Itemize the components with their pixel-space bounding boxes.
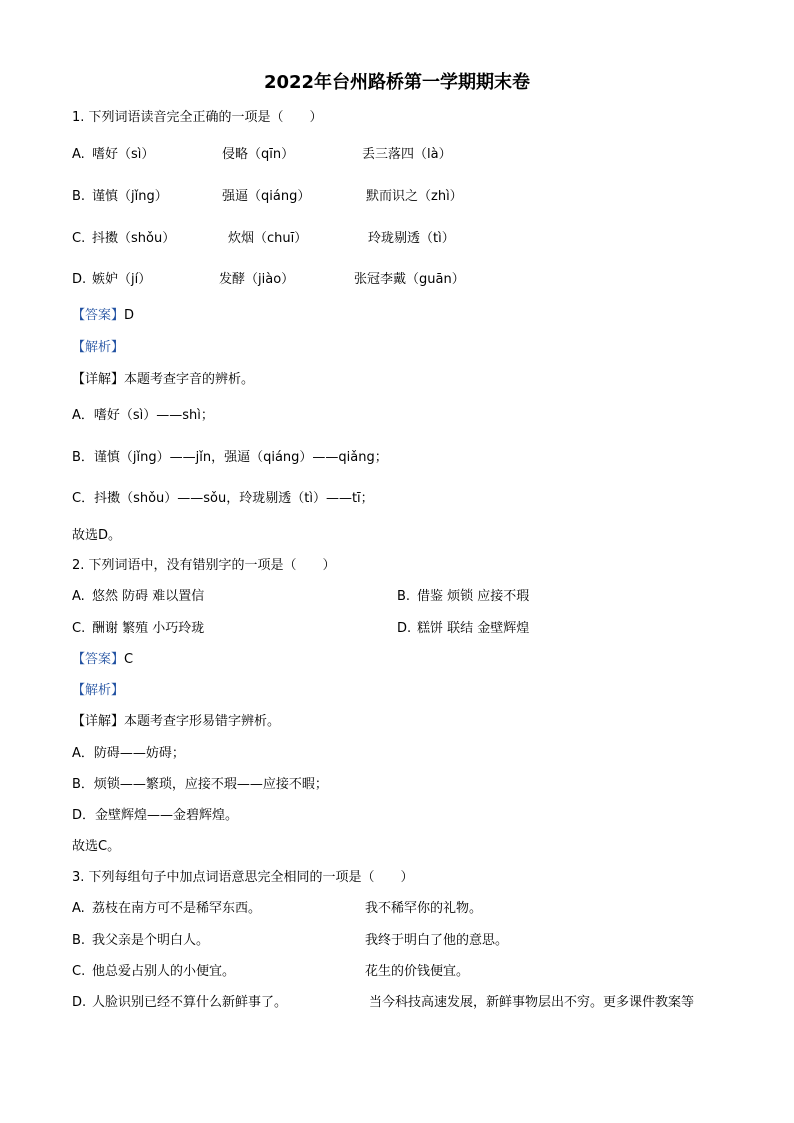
q1-answer: 【答案】D [72,308,135,323]
q1-explanation-line: A．嗜好（sì）——shì； [72,408,214,423]
option-word: 嗜好（sì） [92,147,155,162]
option-word: 抖擞（shǒu） [92,231,176,246]
option-word: 发酵（jiào） [219,272,295,287]
q2-answer: 【答案】C [72,652,134,667]
section-label: 【解析】 [72,340,125,355]
option-sentence-left: 荔枝在南方可不是稀罕东西。 [92,901,262,916]
option-word: 炊烟（chuī） [228,231,308,246]
option-letter: C. [72,964,86,979]
q1-analysis-heading [72,340,124,356]
option-word: 嫉妒（jí） [92,272,152,287]
option-letter: B. [72,933,86,948]
option-word: 默而识之（zhì） [366,189,463,204]
option-sentence-right: 花生的价钱便宜。 [365,964,470,979]
option-letter: A. [72,147,85,162]
section-label: 【答案】 [72,308,125,323]
q1-detail: 【详解】本题考查字音的辨析。 [72,372,255,387]
option-text: 悠然 防碍 难以置信 [92,589,205,604]
q2-analysis-heading [72,683,124,699]
option-word: 侵略（qīn） [222,147,295,162]
page-title: 2022年台州路桥第一学期期末卷 [263,72,531,93]
option-letter: C. [72,621,86,636]
q1-conclusion: 故选D。 [72,528,122,543]
question-1-stem: 1. 下列词语读音完全正确的一项是（ ） [72,110,323,125]
option-text: 借鉴 烦锁 应接不瑕 [417,589,530,604]
option-sentence-left: 人脸识别已经不算什么新鲜事了。 [92,995,288,1010]
q1-explanation-line: B．谨慎（jǐng）——jǐn，强逼（qiáng）——qiǎng； [72,450,388,465]
option-letter: B. [72,189,86,204]
option-letter: D. [72,272,87,287]
option-letter: B. [397,589,411,604]
option-sentence-right: 我终于明白了他的意思。 [365,933,509,948]
option-letter: D. [397,621,412,636]
q2-explanation-line: D．金壁辉煌——金碧辉煌。 [72,808,239,823]
option-word: 玲珑剔透（tì） [368,231,455,246]
option-word: 张冠李戴（guān） [354,272,465,287]
q2-explanation-line: A．防碍——妨碍； [72,746,185,761]
question-3-stem: 3. 下列每组句子中加点词语意思完全相同的一项是（ ） [72,870,414,885]
q2-explanation-line: B．烦锁——繁琐，应接不瑕——应接不暇； [72,777,328,792]
option-letter: A. [72,901,85,916]
section-label: 【答案】 [72,652,125,667]
option-letter: A. [72,589,85,604]
option-text: 糕饼 联结 金壁辉煌 [417,621,530,636]
option-letter: D. [72,995,87,1010]
option-sentence-left: 我父亲是个明白人。 [92,933,210,948]
q1-explanation-line: C．抖擞（shǒu）——sǒu，玲珑剔透（tì）——tī； [72,491,374,506]
option-letter: C. [72,231,86,246]
option-word: 谨慎（jǐng） [92,189,168,204]
option-word: 丢三落四（là） [362,147,452,162]
option-text: 酬谢 繁殖 小巧玲珑 [92,621,205,636]
question-2-stem: 2. 下列词语中，没有错别字的一项是（ ） [72,558,336,573]
option-sentence-right: 当今科技高速发展，新鲜事物层出不穷。更多课件教案等 [369,995,695,1010]
option-word: 强逼（qiáng） [222,189,311,204]
option-sentence-right: 我不稀罕你的礼物。 [365,901,483,916]
section-label: 【解析】 [72,683,125,698]
q2-detail: 【详解】本题考查字形易错字辨析。 [72,714,281,729]
q2-conclusion: 故选C。 [72,839,121,854]
option-sentence-left: 他总爱占别人的小便宜。 [92,964,236,979]
